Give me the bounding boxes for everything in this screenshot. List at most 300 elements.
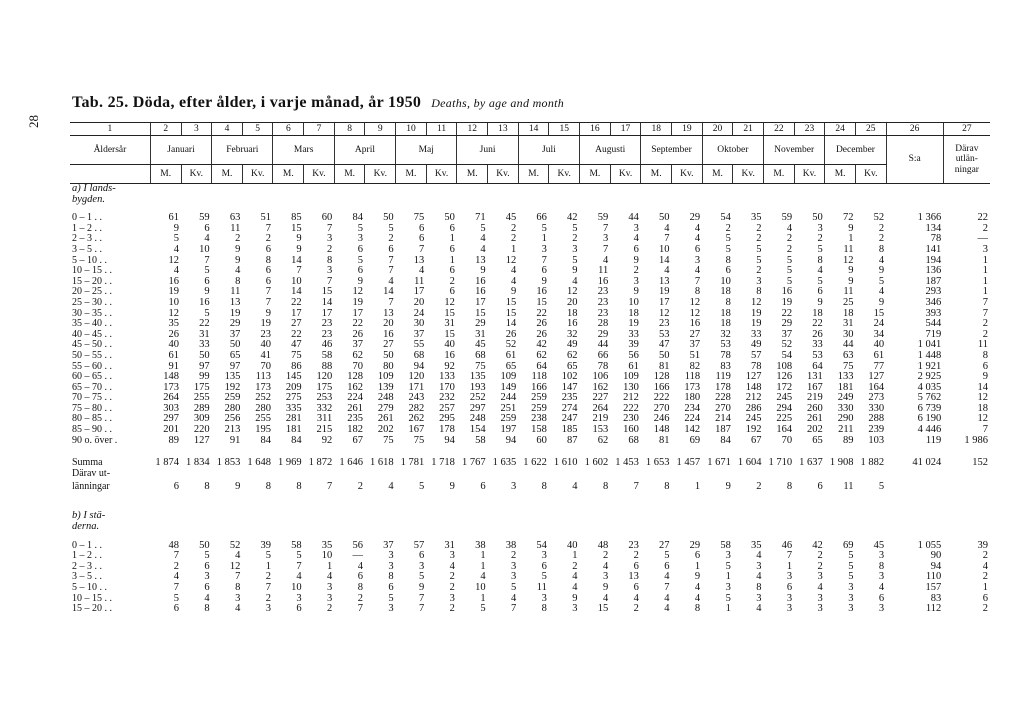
value-cell: 11	[536, 582, 547, 593]
value-cell: 6	[694, 243, 701, 255]
value-cell: 18	[842, 307, 854, 319]
value-cell: 264	[163, 392, 180, 404]
value-cell: 109	[623, 371, 639, 383]
value-cell: 33	[199, 339, 210, 351]
value-cell: 224	[347, 392, 363, 404]
value-cell: 16	[168, 275, 180, 287]
value-cell: 92	[321, 434, 333, 446]
value-cell: 128	[653, 371, 670, 383]
value-cell: 71	[475, 212, 486, 224]
total-cell: 1 874	[155, 457, 180, 469]
value-cell: 9	[633, 286, 639, 298]
page-number: 28	[26, 115, 41, 128]
value-cell: 9	[265, 307, 271, 319]
age-label: 55 – 60 . .	[72, 360, 112, 372]
section-label-row	[70, 522, 990, 533]
value-cell: 13	[659, 275, 670, 287]
value-cell: 15	[536, 296, 547, 308]
value-cell: 11	[598, 265, 609, 277]
table-title	[72, 94, 564, 112]
value-cell: 5	[541, 222, 547, 234]
value-cell: 17	[352, 307, 363, 319]
total-cell: 41 024	[912, 457, 942, 469]
value-cell: 6	[664, 560, 670, 572]
value-cell: 53	[812, 349, 823, 361]
value-cell: 1 055	[917, 539, 942, 551]
value-cell: 148	[163, 371, 180, 383]
value-cell: 9	[633, 254, 639, 266]
value-cell: 167	[408, 424, 425, 436]
value-cell: 246	[653, 413, 670, 425]
column-number: 22	[763, 123, 794, 136]
value-cell: 4	[756, 550, 762, 562]
month-header: December	[825, 136, 886, 165]
value-cell: 16	[781, 286, 793, 298]
value-cell: 8	[265, 254, 271, 266]
value-cell: 5	[480, 222, 486, 234]
title-sv: Tab. 25. Döda, efter ålder, i varje månad, år 1950	[72, 94, 422, 111]
value-cell: 279	[377, 402, 394, 414]
value-cell: 11	[977, 339, 988, 351]
value-cell: 30	[842, 328, 854, 340]
value-cell: 18	[720, 318, 731, 330]
value-cell: 7	[173, 550, 180, 562]
value-cell: 23	[597, 286, 609, 298]
value-cell: 82	[689, 360, 701, 372]
value-cell: 54	[720, 212, 731, 224]
value-cell: 40	[444, 339, 455, 351]
foreign-cell: 9	[725, 481, 731, 493]
value-cell: 178	[439, 424, 455, 436]
value-cell: 16	[444, 349, 455, 361]
value-cell: 167	[807, 381, 823, 393]
total-cell: 1 618	[369, 457, 394, 469]
column-number: 26	[886, 123, 943, 136]
value-cell: 85	[291, 212, 302, 224]
value-cell: 26	[352, 328, 363, 340]
value-cell: 5	[265, 550, 271, 562]
value-cell: 10	[475, 582, 486, 593]
age-label: 15 – 20 . .	[72, 603, 112, 615]
value-cell: 6 739	[917, 402, 942, 414]
value-cell: 5	[725, 233, 731, 245]
age-label: 0 – 1 . .	[72, 212, 102, 224]
age-label: 1 – 2 . .	[72, 550, 102, 562]
sex-header-row	[70, 165, 990, 184]
value-cell: 259	[531, 392, 547, 404]
value-cell: 2	[982, 603, 988, 615]
foreign-cell	[943, 479, 990, 495]
value-cell: 256	[224, 413, 241, 425]
value-cell: 6	[357, 571, 363, 583]
value-cell: 10	[720, 275, 731, 287]
column-number: 16	[580, 123, 611, 136]
value-cell: 4	[878, 286, 885, 298]
value-cell: 3	[388, 550, 394, 562]
foreign-cell: 5	[419, 481, 425, 493]
value-cell: 57	[750, 349, 762, 361]
value-cell: 3	[602, 571, 609, 583]
value-cell: 7	[982, 307, 988, 319]
value-cell: 280	[224, 402, 241, 414]
value-cell: 92	[444, 360, 455, 372]
value-cell: 273	[868, 392, 885, 404]
value-cell: 31	[444, 318, 455, 330]
section-label: b) I stä-	[72, 510, 106, 522]
value-cell: 3	[265, 603, 271, 615]
value-cell: 141	[925, 243, 942, 255]
value-cell: 4	[510, 265, 517, 277]
female-header: Kv.	[672, 165, 703, 184]
foreign-cell: 7	[633, 481, 639, 493]
value-cell: 15	[475, 307, 486, 319]
value-cell: 6	[204, 582, 210, 593]
value-cell: 192	[224, 381, 241, 393]
value-cell: 1	[694, 560, 701, 572]
value-cell: 171	[408, 381, 425, 393]
value-cell: 12	[505, 254, 517, 266]
section-label-row	[70, 195, 990, 206]
age-label: 5 – 10 . .	[72, 254, 107, 266]
value-cell: 4	[327, 571, 333, 583]
value-cell: 3	[541, 592, 547, 604]
value-cell: 64	[536, 360, 547, 372]
value-cell: 34	[873, 328, 885, 340]
value-cell: 5	[878, 275, 885, 287]
value-cell: 83	[720, 360, 731, 372]
value-cell: 70	[781, 434, 793, 446]
value-cell: 193	[469, 381, 486, 393]
value-cell: 2	[602, 550, 609, 562]
value-cell: 4	[694, 592, 701, 604]
value-cell: 37	[413, 328, 425, 340]
value-cell: 4	[235, 550, 241, 562]
value-cell: 7	[204, 254, 210, 266]
value-cell: 23	[597, 296, 609, 308]
value-cell: 4	[602, 254, 609, 266]
value-cell: 99	[199, 371, 210, 383]
value-cell: 3	[510, 571, 517, 583]
value-cell: 18	[720, 307, 731, 319]
title-en: Deaths, by age and month	[431, 96, 565, 110]
value-cell: 187	[715, 424, 731, 436]
foreign-label: Därav ut-	[72, 467, 111, 479]
value-cell: 2	[982, 328, 988, 340]
total-cell: 1 671	[707, 457, 731, 469]
value-cell: 2	[510, 222, 517, 234]
value-cell: 2	[982, 318, 988, 330]
table-row	[70, 583, 990, 594]
female-header: Kv.	[365, 165, 396, 184]
value-cell: 6	[633, 582, 639, 593]
foreign-cell: 9	[235, 481, 241, 493]
value-cell: 6	[541, 265, 547, 277]
value-cell: 12	[168, 254, 180, 266]
male-header: M.	[825, 165, 856, 184]
value-cell: 23	[597, 307, 609, 319]
value-cell: 7	[296, 265, 302, 277]
value-cell: 14	[977, 381, 988, 393]
value-cell: 8	[982, 349, 988, 361]
value-cell: 58	[720, 539, 731, 551]
column-number: 1	[70, 123, 150, 136]
value-cell: 297	[469, 402, 486, 414]
table-row	[70, 298, 990, 309]
value-cell: 75	[413, 212, 425, 224]
value-cell: 544	[925, 318, 942, 330]
value-cell: 9	[982, 371, 988, 383]
value-cell: 3	[541, 550, 547, 562]
value-cell: 16	[567, 318, 578, 330]
value-cell: 103	[868, 434, 885, 446]
value-cell: 62	[352, 349, 363, 361]
value-cell: 39	[628, 339, 639, 351]
value-cell: 7	[327, 275, 333, 287]
value-cell: 290	[837, 413, 854, 425]
value-cell: 57	[413, 539, 425, 551]
value-cell: 3	[786, 571, 793, 583]
value-cell: 5	[817, 243, 823, 255]
value-cell: 133	[837, 371, 854, 383]
value-cell: 166	[653, 381, 670, 393]
value-cell: 3	[878, 550, 885, 562]
column-number: 10	[396, 123, 427, 136]
value-cell: 166	[531, 381, 547, 393]
value-cell: 94	[505, 434, 517, 446]
total-cell: 1 767	[461, 457, 486, 469]
value-cell: 10	[659, 243, 670, 255]
value-cell: 3	[817, 592, 823, 604]
value-cell: 1	[572, 550, 578, 562]
value-cell: 31	[475, 328, 486, 340]
age-label: 40 – 45 . .	[72, 328, 112, 340]
value-cell: 78	[597, 360, 609, 372]
value-cell: 17	[413, 286, 425, 298]
month-header: Januari	[150, 136, 211, 165]
value-cell: 1	[480, 560, 486, 572]
female-header: Kv.	[733, 165, 764, 184]
value-cell: 228	[715, 392, 731, 404]
value-cell: 27	[291, 318, 302, 330]
value-cell: 35	[750, 539, 762, 551]
foreign-cell: 8	[296, 481, 302, 493]
value-cell: 50	[444, 212, 455, 224]
value-cell: 52	[781, 339, 793, 351]
value-cell: 4	[817, 582, 823, 593]
value-cell: 247	[561, 413, 578, 425]
value-cell: 23	[628, 539, 639, 551]
value-cell: 65	[567, 360, 578, 372]
value-cell: 94	[413, 360, 425, 372]
foreign-cell: 9	[449, 481, 455, 493]
value-cell: 6	[633, 560, 639, 572]
age-label: 3 – 5 . .	[72, 243, 102, 255]
value-cell: 14	[659, 254, 670, 266]
value-cell: 5	[510, 582, 517, 593]
value-cell: 4	[786, 222, 793, 234]
value-cell: 4	[664, 571, 670, 583]
value-cell: 2	[633, 603, 639, 615]
value-cell: 5	[388, 592, 394, 604]
section-label: derna.	[72, 521, 100, 533]
value-cell: 9	[419, 582, 425, 593]
total-cell: 152	[972, 457, 988, 469]
column-number: 7	[304, 123, 335, 136]
value-cell: 158	[531, 424, 547, 436]
value-cell: 49	[750, 339, 762, 351]
value-cell: 197	[500, 424, 517, 436]
value-cell: 332	[316, 402, 333, 414]
section-label-row	[70, 184, 990, 195]
value-cell: 4	[480, 571, 486, 583]
section-label-row	[70, 511, 990, 522]
age-label: 1 – 2 . .	[72, 222, 102, 234]
value-cell: 12	[689, 296, 701, 308]
male-header: M.	[212, 165, 243, 184]
value-cell: 1	[265, 560, 271, 572]
value-cell: 215	[316, 424, 333, 436]
section-label: a) I lands-	[72, 183, 116, 194]
value-cell: 13	[628, 571, 639, 583]
value-cell: 53	[720, 339, 731, 351]
value-cell: 16	[199, 296, 210, 308]
value-cell: 230	[623, 413, 639, 425]
value-cell: 78	[930, 233, 942, 245]
value-cell: 4	[878, 254, 885, 266]
value-cell: 8	[725, 254, 731, 266]
value-cell: 15	[291, 222, 302, 234]
value-cell: 3	[204, 571, 210, 583]
column-number: 17	[610, 123, 641, 136]
value-cell: 9	[357, 275, 363, 287]
value-cell: 48	[597, 539, 609, 551]
value-cell: 213	[224, 424, 241, 436]
value-cell: 1	[982, 286, 988, 298]
age-header: Åldersår	[70, 136, 150, 165]
value-cell: 26	[505, 328, 517, 340]
value-cell: 282	[408, 402, 425, 414]
value-cell: 8	[756, 286, 762, 298]
value-cell: 7	[541, 254, 547, 266]
age-label: 20 – 25 . .	[72, 286, 112, 298]
value-cell: 9	[296, 243, 302, 255]
value-cell: 175	[193, 381, 210, 393]
value-cell: 4	[756, 571, 762, 583]
value-cell: 3	[572, 243, 578, 255]
value-cell: 164	[868, 381, 885, 393]
value-cell: 38	[475, 539, 486, 551]
total-cell: 1 781	[400, 457, 425, 469]
value-cell: 7	[265, 582, 271, 593]
value-cell: 59	[199, 212, 210, 224]
value-cell: 7	[510, 603, 517, 615]
female-header: Kv.	[610, 165, 641, 184]
value-cell: 10	[199, 243, 210, 255]
spacer-row	[70, 503, 990, 511]
value-cell: 75	[383, 434, 394, 446]
value-cell: 18	[567, 307, 578, 319]
value-cell: 19	[628, 318, 639, 330]
value-cell: 222	[653, 392, 670, 404]
value-cell: 7	[982, 424, 988, 436]
value-cell: 2	[449, 275, 455, 287]
value-cell: 7	[388, 265, 394, 277]
value-cell: 4	[388, 275, 394, 287]
value-cell: 15	[444, 328, 455, 340]
value-cell: 91	[168, 360, 180, 372]
value-cell: 78	[750, 360, 762, 372]
value-cell: 58	[291, 539, 302, 551]
value-cell: 14	[383, 286, 394, 298]
value-cell: 3	[449, 550, 455, 562]
value-cell: 3	[848, 603, 854, 615]
total-cell: 1 637	[799, 457, 823, 469]
value-cell: 19	[229, 307, 241, 319]
value-cell: 3	[510, 560, 517, 572]
table-body	[70, 184, 990, 615]
value-cell: 9	[602, 582, 609, 593]
value-cell: 160	[623, 424, 639, 436]
value-cell: 15	[597, 603, 609, 615]
value-cell: 112	[925, 603, 942, 615]
value-cell: 1 921	[917, 360, 942, 372]
value-cell: 1 366	[917, 212, 942, 224]
age-label: 50 – 55 . .	[72, 349, 112, 361]
value-cell: 3	[541, 243, 547, 255]
value-cell: 9	[817, 296, 823, 308]
value-cell: 5	[725, 592, 731, 604]
value-cell: 286	[745, 402, 762, 414]
male-header: M.	[457, 165, 488, 184]
value-cell: 227	[592, 392, 609, 404]
value-cell: 52	[505, 339, 517, 351]
value-cell: 46	[781, 539, 793, 551]
total-cell: 1 872	[308, 457, 333, 469]
value-cell: 55	[413, 339, 425, 351]
age-label: 85 – 90 . .	[72, 424, 112, 436]
table-row	[70, 436, 990, 447]
value-cell: 37	[352, 339, 363, 351]
value-cell: 4	[449, 560, 455, 572]
value-cell: 3	[449, 592, 455, 604]
total-label: Summa	[72, 457, 103, 469]
column-number: 23	[794, 123, 825, 136]
value-cell: 29	[781, 318, 793, 330]
value-cell: 50	[199, 539, 210, 551]
value-cell: 29	[689, 539, 701, 551]
value-cell: 13	[383, 307, 394, 319]
total-cell: 1 457	[676, 457, 701, 469]
value-cell: 110	[925, 571, 942, 583]
empty-cell	[70, 165, 150, 184]
female-header: Kv.	[549, 165, 580, 184]
age-label: 45 – 50 . .	[72, 339, 112, 351]
value-cell: 16	[536, 286, 547, 298]
month-header: Augusti	[580, 136, 641, 165]
value-cell: 22	[781, 307, 793, 319]
value-cell: 6	[265, 265, 271, 277]
value-cell: 14	[291, 286, 302, 298]
value-cell: 29	[475, 318, 486, 330]
value-cell: 18	[628, 307, 639, 319]
value-cell: 1 448	[917, 349, 942, 361]
value-cell: 17	[321, 307, 333, 319]
value-cell: 3	[694, 254, 701, 266]
value-cell: 2	[327, 603, 333, 615]
value-cell: 13	[413, 254, 425, 266]
value-cell: 6	[817, 286, 823, 298]
total-cell: 1 604	[737, 457, 762, 469]
